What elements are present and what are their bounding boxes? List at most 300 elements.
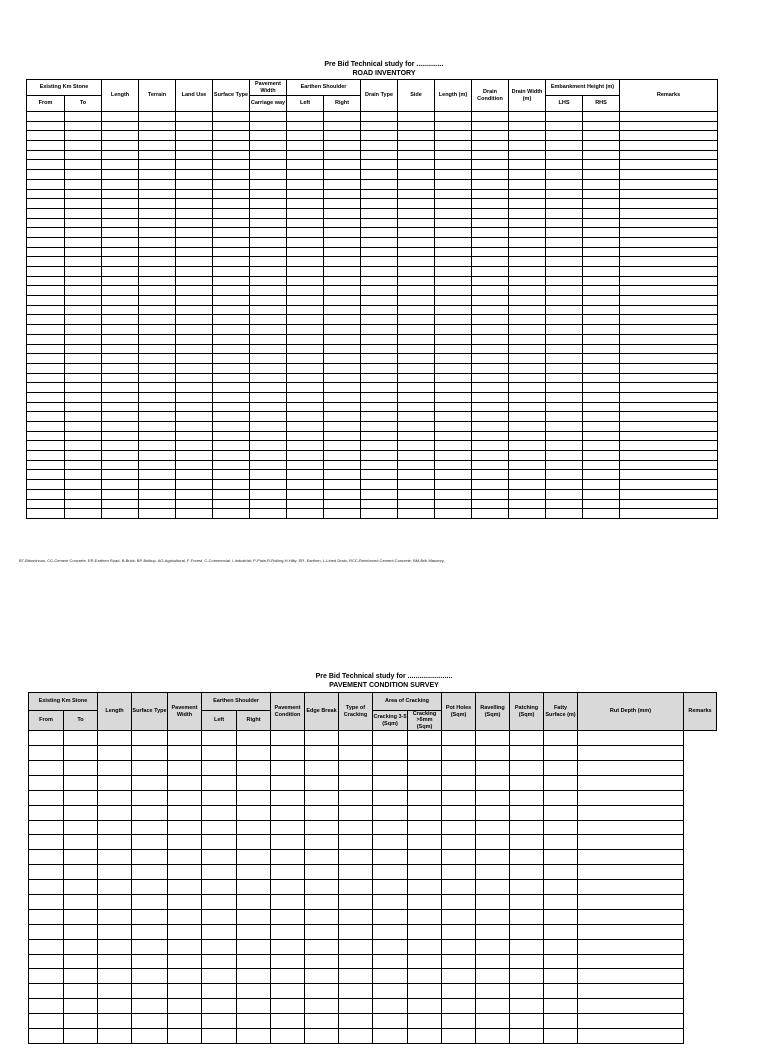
pavement-cell (476, 895, 510, 910)
inventory-cell (546, 451, 583, 461)
inventory-cell (27, 296, 65, 306)
inventory-cell (398, 363, 435, 373)
inventory-cell (620, 247, 718, 257)
inventory-cell (213, 412, 250, 422)
inventory-cell (176, 499, 213, 509)
inventory-cell (213, 489, 250, 499)
pavement-cell (373, 1014, 408, 1029)
pavement-cell (373, 909, 408, 924)
pavement-cell (373, 999, 408, 1014)
pavement-row (29, 880, 717, 895)
inventory-row (27, 160, 718, 170)
inventory-cell (287, 208, 324, 218)
pavement-cell (578, 880, 684, 895)
inventory-cell (27, 460, 65, 470)
inventory-cell (509, 112, 546, 122)
inventory-cell (620, 383, 718, 393)
pavement-cell (510, 939, 544, 954)
pavement-cell (202, 731, 237, 746)
inventory-cell (324, 305, 361, 315)
inventory-cell (435, 296, 472, 306)
inventory-cell (176, 325, 213, 335)
inventory-cell (583, 199, 620, 209)
inventory-cell (509, 160, 546, 170)
inventory-cell (250, 237, 287, 247)
inventory-cell (361, 334, 398, 344)
inventory-cell (398, 131, 435, 141)
pavement-cell (132, 820, 168, 835)
inventory-cell (250, 373, 287, 383)
inventory-cell (139, 112, 176, 122)
inventory-cell (398, 276, 435, 286)
inventory-cell (435, 383, 472, 393)
inventory-cell (472, 325, 509, 335)
inventory-cell (546, 470, 583, 480)
pc-header-remarks: Remarks (684, 693, 717, 731)
inventory-cell (398, 470, 435, 480)
inventory-cell (472, 431, 509, 441)
inventory-cell (583, 334, 620, 344)
pavement-cell (271, 984, 305, 999)
pavement-cell (305, 850, 339, 865)
inventory-cell (176, 131, 213, 141)
pavement-cell (305, 805, 339, 820)
inventory-cell (583, 228, 620, 238)
inventory-cell (213, 160, 250, 170)
inventory-cell (398, 460, 435, 470)
inventory-cell (472, 460, 509, 470)
pavement-cell (202, 954, 237, 969)
inventory-cell (139, 383, 176, 393)
pavement-cell (476, 969, 510, 984)
pavement-condition-table (28, 692, 717, 1044)
pavement-row (29, 909, 717, 924)
inventory-cell (361, 296, 398, 306)
pavement-cell (271, 969, 305, 984)
inventory-cell (546, 383, 583, 393)
pavement-cell (29, 969, 64, 984)
inventory-cell (583, 451, 620, 461)
inventory-cell (65, 315, 102, 325)
inventory-cell (472, 470, 509, 480)
pavement-cell (510, 850, 544, 865)
inventory-cell (27, 276, 65, 286)
inventory-cell (509, 131, 546, 141)
pavement-cell (237, 999, 271, 1014)
inventory-cell (213, 121, 250, 131)
pavement-cell (442, 761, 476, 776)
inventory-cell (509, 499, 546, 509)
inventory-cell (324, 373, 361, 383)
inventory-cell (324, 228, 361, 238)
pavement-row (29, 850, 717, 865)
inventory-cell (213, 451, 250, 461)
pavement-cell (442, 790, 476, 805)
inventory-cell (472, 112, 509, 122)
inventory-cell (213, 257, 250, 267)
inventory-cell (435, 480, 472, 490)
pavement-cell (168, 865, 202, 880)
inventory-cell (435, 402, 472, 412)
inventory-cell (176, 199, 213, 209)
inventory-cell (546, 112, 583, 122)
inventory-cell (27, 257, 65, 267)
pavement-cell (305, 880, 339, 895)
inventory-cell (213, 218, 250, 228)
inventory-cell (620, 208, 718, 218)
pavement-cell (132, 805, 168, 820)
inventory-cell (27, 131, 65, 141)
inventory-cell (546, 199, 583, 209)
inventory-cell (435, 131, 472, 141)
inventory-cell (546, 325, 583, 335)
inventory-cell (435, 363, 472, 373)
inventory-cell (65, 160, 102, 170)
inventory-cell (583, 363, 620, 373)
inventory-cell (287, 247, 324, 257)
pavement-cell (339, 820, 373, 835)
inventory-cell (213, 402, 250, 412)
pavement-cell (510, 805, 544, 820)
header-rhs: RHS (583, 96, 620, 112)
inventory-cell (102, 441, 139, 451)
pavement-cell (476, 984, 510, 999)
inventory-cell (139, 257, 176, 267)
inventory-subtitle: ROAD INVENTORY (352, 70, 416, 77)
pavement-cell (29, 909, 64, 924)
pavement-row (29, 895, 717, 910)
inventory-cell (287, 460, 324, 470)
inventory-cell (102, 228, 139, 238)
inventory-cell (213, 189, 250, 199)
inventory-cell (139, 315, 176, 325)
inventory-cell (65, 363, 102, 373)
inventory-row (27, 315, 718, 325)
inventory-cell (176, 480, 213, 490)
inventory-cell (324, 354, 361, 364)
inventory-cell (27, 402, 65, 412)
inventory-cell (65, 499, 102, 509)
header-side: Side (398, 80, 435, 112)
pavement-cell (476, 1029, 510, 1044)
inventory-cell (546, 334, 583, 344)
inventory-cell (324, 170, 361, 180)
pavement-cell (373, 746, 408, 761)
pavement-cell (202, 850, 237, 865)
inventory-cell (213, 305, 250, 315)
pavement-cell (339, 850, 373, 865)
inventory-cell (176, 179, 213, 189)
inventory-cell (546, 431, 583, 441)
inventory-cell (509, 480, 546, 490)
pavement-cell (442, 865, 476, 880)
pavement-cell (578, 999, 684, 1014)
inventory-cell (620, 451, 718, 461)
pavement-cell (305, 835, 339, 850)
inventory-cell (65, 276, 102, 286)
inventory-cell (250, 276, 287, 286)
inventory-cell (250, 296, 287, 306)
inventory-cell (435, 112, 472, 122)
pavement-cell (271, 880, 305, 895)
inventory-cell (65, 218, 102, 228)
inventory-cell (213, 276, 250, 286)
inventory-cell (287, 237, 324, 247)
pavement-cell (544, 999, 578, 1014)
pavement-cell (373, 850, 408, 865)
pavement-cell (373, 969, 408, 984)
pavement-cell (578, 746, 684, 761)
inventory-cell (65, 422, 102, 432)
inventory-cell (287, 267, 324, 277)
pavement-cell (442, 999, 476, 1014)
inventory-cell (361, 431, 398, 441)
pavement-cell (442, 746, 476, 761)
pavement-cell (29, 761, 64, 776)
header-drain-condition: Drain Condition (472, 80, 509, 112)
inventory-cell (583, 179, 620, 189)
inventory-cell (250, 208, 287, 218)
inventory-cell (583, 344, 620, 354)
inventory-row (27, 286, 718, 296)
inventory-cell (472, 499, 509, 509)
inventory-cell (620, 402, 718, 412)
inventory-cell (546, 228, 583, 238)
pavement-cell (305, 895, 339, 910)
pavement-cell (98, 761, 132, 776)
inventory-row (27, 460, 718, 470)
inventory-cell (398, 354, 435, 364)
inventory-cell (250, 509, 287, 519)
inventory-cell (546, 296, 583, 306)
inventory-cell (620, 179, 718, 189)
inventory-cell (176, 208, 213, 218)
pavement-cell (373, 790, 408, 805)
pavement-cell (29, 1014, 64, 1029)
inventory-cell (620, 422, 718, 432)
pavement-cell (271, 1014, 305, 1029)
inventory-cell (398, 441, 435, 451)
inventory-cell (583, 218, 620, 228)
pavement-cell (373, 924, 408, 939)
inventory-cell (102, 344, 139, 354)
inventory-cell (620, 199, 718, 209)
pc-header-cracking-3-5: Cracking 3-5 (Sqm) (373, 711, 408, 731)
inventory-cell (139, 141, 176, 151)
inventory-cell (583, 480, 620, 490)
pavement-cell (339, 865, 373, 880)
inventory-cell (139, 286, 176, 296)
header-surface-type: Surface Type (213, 80, 250, 112)
inventory-cell (361, 470, 398, 480)
inventory-cell (287, 189, 324, 199)
pavement-cell (98, 954, 132, 969)
pavement-cell (29, 1029, 64, 1044)
pavement-cell (476, 790, 510, 805)
inventory-cell (361, 237, 398, 247)
pavement-cell (168, 939, 202, 954)
pavement-cell (578, 924, 684, 939)
inventory-cell (139, 150, 176, 160)
inventory-cell (583, 296, 620, 306)
pavement-cell (202, 746, 237, 761)
inventory-cell (139, 489, 176, 499)
pavement-cell (98, 835, 132, 850)
inventory-cell (324, 150, 361, 160)
inventory-cell (287, 344, 324, 354)
pavement-cell (98, 909, 132, 924)
pavement-cell (64, 895, 98, 910)
inventory-cell (435, 199, 472, 209)
inventory-cell (583, 499, 620, 509)
inventory-cell (583, 131, 620, 141)
inventory-cell (27, 160, 65, 170)
inventory-cell (102, 296, 139, 306)
inventory-cell (287, 451, 324, 461)
inventory-row (27, 402, 718, 412)
inventory-cell (546, 267, 583, 277)
inventory-cell (176, 121, 213, 131)
header-carriage-way: Carriage way (250, 96, 287, 112)
pavement-cell (271, 909, 305, 924)
pavement-cell (476, 850, 510, 865)
inventory-cell (620, 131, 718, 141)
inventory-cell (546, 422, 583, 432)
pavement-cell (202, 939, 237, 954)
inventory-cell (620, 480, 718, 490)
inventory-cell (27, 412, 65, 422)
pc-header-edge-break: Edge Break (305, 693, 339, 731)
inventory-cell (546, 218, 583, 228)
inventory-cell (27, 208, 65, 218)
pavement-cell (305, 746, 339, 761)
pavement-cell (29, 746, 64, 761)
inventory-cell (65, 228, 102, 238)
pavement-cell (29, 954, 64, 969)
pavement-cell (29, 865, 64, 880)
inventory-cell (398, 315, 435, 325)
inventory-cell (620, 267, 718, 277)
inventory-cell (398, 392, 435, 402)
pavement-cell (202, 909, 237, 924)
inventory-cell (287, 373, 324, 383)
pavement-cell (64, 909, 98, 924)
pavement-cell (476, 939, 510, 954)
inventory-cell (583, 208, 620, 218)
inventory-cell (620, 228, 718, 238)
pavement-cell (305, 984, 339, 999)
pavement-cell (305, 924, 339, 939)
pavement-cell (442, 805, 476, 820)
pavement-cell (408, 1014, 442, 1029)
pavement-cell (442, 731, 476, 746)
inventory-cell (65, 451, 102, 461)
pavement-cell (544, 969, 578, 984)
inventory-cell (102, 363, 139, 373)
inventory-cell (250, 402, 287, 412)
pavement-row (29, 999, 717, 1014)
pavement-cell (408, 865, 442, 880)
inventory-cell (398, 412, 435, 422)
pavement-cell (544, 761, 578, 776)
inventory-cell (139, 422, 176, 432)
inventory-cell (102, 470, 139, 480)
inventory-cell (361, 373, 398, 383)
inventory-cell (583, 441, 620, 451)
pavement-cell (305, 969, 339, 984)
inventory-cell (435, 509, 472, 519)
pavement-cell (168, 805, 202, 820)
inventory-cell (27, 315, 65, 325)
inventory-cell (176, 257, 213, 267)
pavement-cell (132, 761, 168, 776)
pavement-cell (510, 1029, 544, 1044)
inventory-row (27, 334, 718, 344)
inventory-cell (472, 199, 509, 209)
inventory-cell (27, 237, 65, 247)
pavement-cell (132, 984, 168, 999)
inventory-row (27, 412, 718, 422)
inventory-cell (472, 344, 509, 354)
inventory-cell (102, 325, 139, 335)
pavement-cell (373, 880, 408, 895)
inventory-cell (509, 276, 546, 286)
inventory-cell (583, 489, 620, 499)
pavement-cell (98, 1014, 132, 1029)
pavement-cell (98, 1029, 132, 1044)
inventory-cell (472, 237, 509, 247)
pavement-cell (544, 880, 578, 895)
pavement-cell (408, 820, 442, 835)
inventory-cell (472, 383, 509, 393)
inventory-cell (65, 112, 102, 122)
inventory-cell (472, 189, 509, 199)
pavement-cell (476, 835, 510, 850)
inventory-cell (361, 325, 398, 335)
inventory-cell (250, 247, 287, 257)
inventory-cell (435, 422, 472, 432)
inventory-row (27, 218, 718, 228)
inventory-cell (583, 141, 620, 151)
pavement-cell (373, 731, 408, 746)
pavement-cell (98, 850, 132, 865)
pavement-cell (202, 895, 237, 910)
pavement-cell (510, 731, 544, 746)
pavement-cell (544, 984, 578, 999)
pavement-cell (237, 984, 271, 999)
inventory-cell (213, 392, 250, 402)
inventory-cell (213, 354, 250, 364)
inventory-cell (139, 441, 176, 451)
pavement-cell (339, 999, 373, 1014)
inventory-cell (102, 218, 139, 228)
inventory-cell (398, 218, 435, 228)
inventory-cell (435, 121, 472, 131)
pavement-cell (408, 909, 442, 924)
inventory-cell (324, 315, 361, 325)
inventory-cell (102, 499, 139, 509)
inventory-cell (213, 499, 250, 509)
pavement-cell (373, 895, 408, 910)
pavement-cell (305, 1014, 339, 1029)
inventory-cell (250, 383, 287, 393)
inventory-cell (65, 460, 102, 470)
inventory-cell (546, 509, 583, 519)
inventory-cell (176, 296, 213, 306)
inventory-cell (287, 441, 324, 451)
inventory-cell (324, 257, 361, 267)
pavement-cell (98, 775, 132, 790)
